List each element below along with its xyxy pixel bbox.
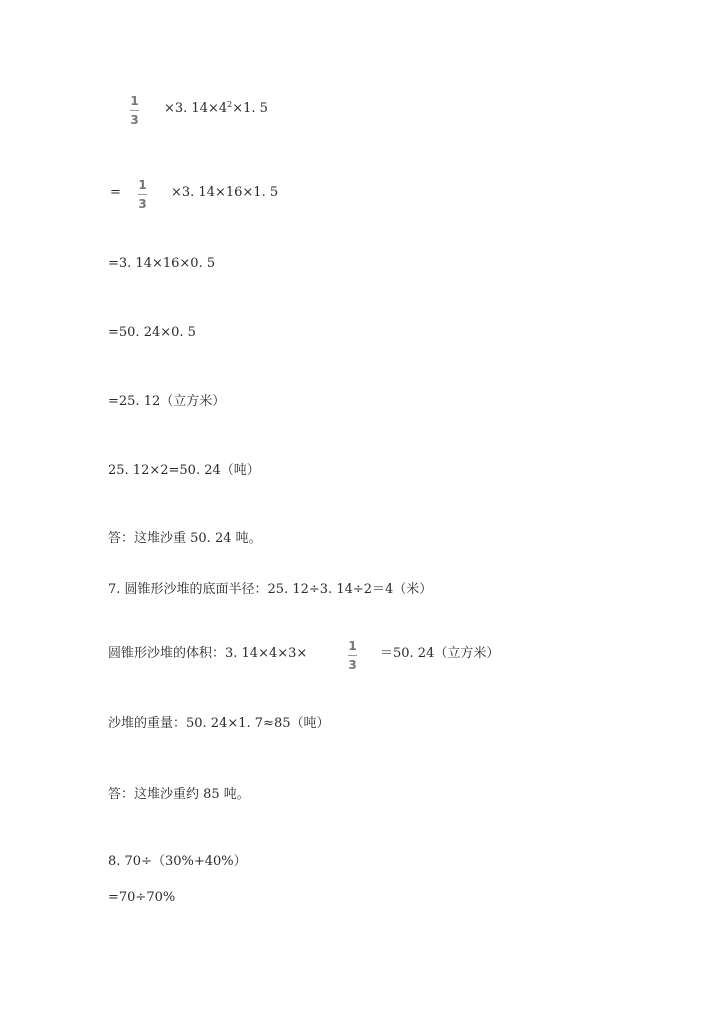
fraction-numerator: 1 <box>138 178 147 192</box>
question-8-line-2: =70÷70% <box>108 890 176 905</box>
fraction-one-third <box>130 95 139 127</box>
fraction-denominator: 3 <box>138 197 147 211</box>
question-7-volume-a: 圆锥形沙堆的体积：3. 14×4×3× <box>108 646 308 661</box>
formula-line-4: =50. 24×0. 5 <box>108 325 196 340</box>
fraction-bar <box>130 110 139 111</box>
formula-line-1-part-b: ×1. 5 <box>232 101 268 116</box>
fraction-numerator: 1 <box>348 639 357 653</box>
exponent: 2 <box>227 100 233 109</box>
fraction-one-third <box>138 179 147 211</box>
formula-line-5: =25. 12（立方米） <box>108 394 226 409</box>
fraction-bar <box>138 194 147 195</box>
fraction-numerator: 1 <box>130 94 139 108</box>
question-7-weight: 沙堆的重量：50. 24×1. 7≈85（吨） <box>108 716 330 731</box>
question-7-radius: 7. 圆锥形沙堆的底面半径：25. 12÷3. 14÷2＝4（米） <box>108 582 433 597</box>
fraction-denominator: 3 <box>348 658 357 672</box>
fraction-denominator: 3 <box>130 113 139 127</box>
question-7-volume-b: ＝50. 24（立方米） <box>380 646 500 661</box>
answer-line-2: 答：这堆沙重约 85 吨。 <box>108 787 250 802</box>
formula-line-6: 25. 12×2=50. 24（吨） <box>108 463 260 478</box>
answer-line-1: 答：这堆沙重 50. 24 吨。 <box>108 531 262 546</box>
formula-line-1 <box>164 101 268 117</box>
formula-line-2-equals: = <box>110 185 121 200</box>
fraction-bar <box>348 655 357 656</box>
formula-line-1-part-a: ×3. 14×4 <box>164 101 228 116</box>
formula-line-2: ×3. 14×16×1. 5 <box>171 185 279 200</box>
formula-line-3: =3. 14×16×0. 5 <box>108 256 216 271</box>
fraction-one-third <box>348 640 357 672</box>
question-8-line-1: 8. 70÷（30%+40%） <box>108 854 247 869</box>
